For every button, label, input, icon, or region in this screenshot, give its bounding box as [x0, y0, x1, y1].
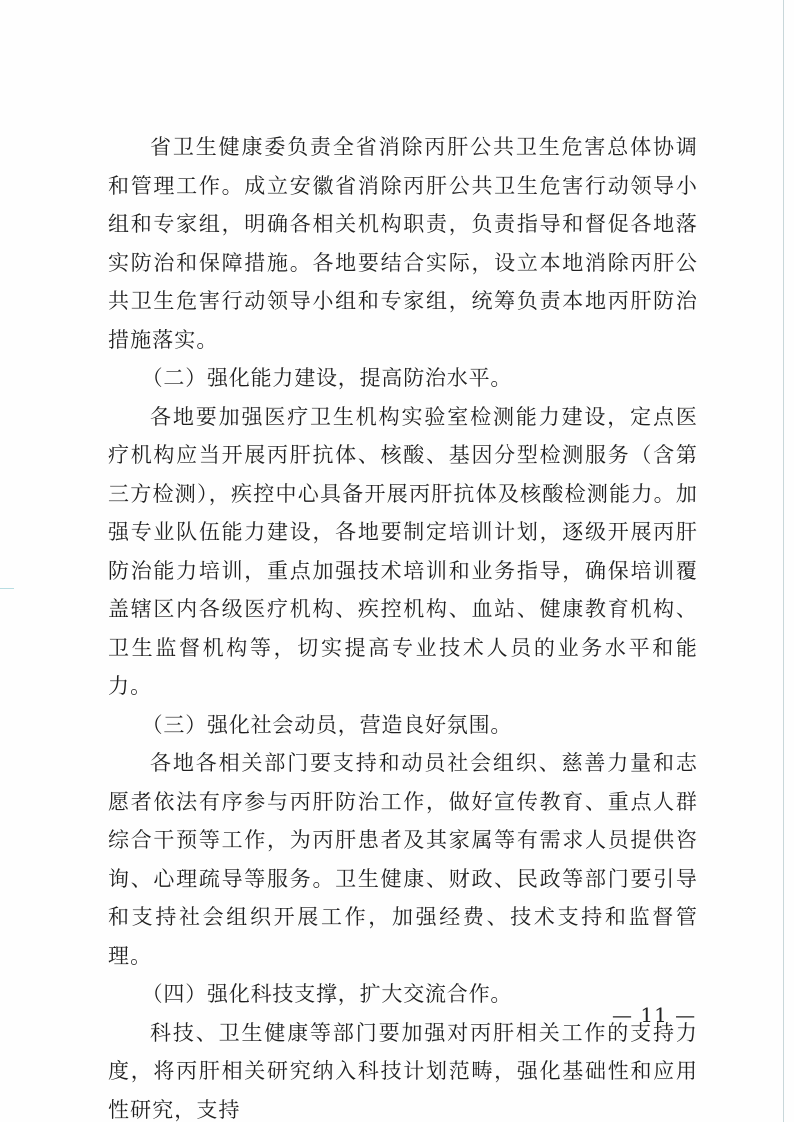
paragraph-capacity-building: 各地要加强医疗卫生机构实验室检测能力建设，定点医疗机构应当开展丙肝抗体、核酸、基因分型检测服务（含第三方检测），疾控中心具备开展丙肝抗体及核酸检测能力。加强专业队伍能力建设，各地要制定培训计划，逐级开展丙肝防治能力培训，重点加强技术培训和业务指导，确保培训覆盖辖区内各级医疗机构、疾控机构、血站、健康教育机构、卫生监督机构等，切实提高专业技术人员的业务水平和能力。: [108, 398, 698, 706]
section-heading-tech-support: （四）强化科技支撑，扩大交流合作。: [108, 975, 698, 1014]
document-body: [108, 128, 698, 1129]
page-number: — 11 —: [612, 1003, 692, 1027]
paragraph-leadership-responsibility: 省卫生健康委负责全省消除丙肝公共卫生危害总体协调和管理工作。成立安徽省消除丙肝公共卫生危害行动领导小组和专家组，明确各相关机构职责，负责指导和督促各地落实防治和保障措施。各地要结合实际，设立本地消除丙肝公共卫生危害行动领导小组和专家组，统筹负责本地丙肝防治措施落实。: [108, 128, 698, 359]
scan-edge-line: [783, 0, 784, 1122]
paragraph-social-mobilization: 各地各相关部门要支持和动员社会组织、慈善力量和志愿者依法有序参与丙肝防治工作，做好宣传教育、重点人群综合干预等工作，为丙肝患者及其家属等有需求人员提供咨询、心理疏导等服务。卫生健康、财政、民政等部门要引导和支持社会组织开展工作，加强经费、技术支持和监督管理。: [108, 744, 698, 975]
paragraph-tech-support: 科技、卫生健康等部门要加强对丙肝相关工作的支持力度，将丙肝相关研究纳入科技计划范畴，强化基础性和应用性研究，支持: [108, 1014, 698, 1129]
section-heading-capacity-building: （二）强化能力建设，提高防治水平。: [108, 359, 698, 398]
section-heading-social-mobilization: （三）强化社会动员，营造良好氛围。: [108, 706, 698, 745]
scan-margin-mark: [0, 588, 14, 589]
